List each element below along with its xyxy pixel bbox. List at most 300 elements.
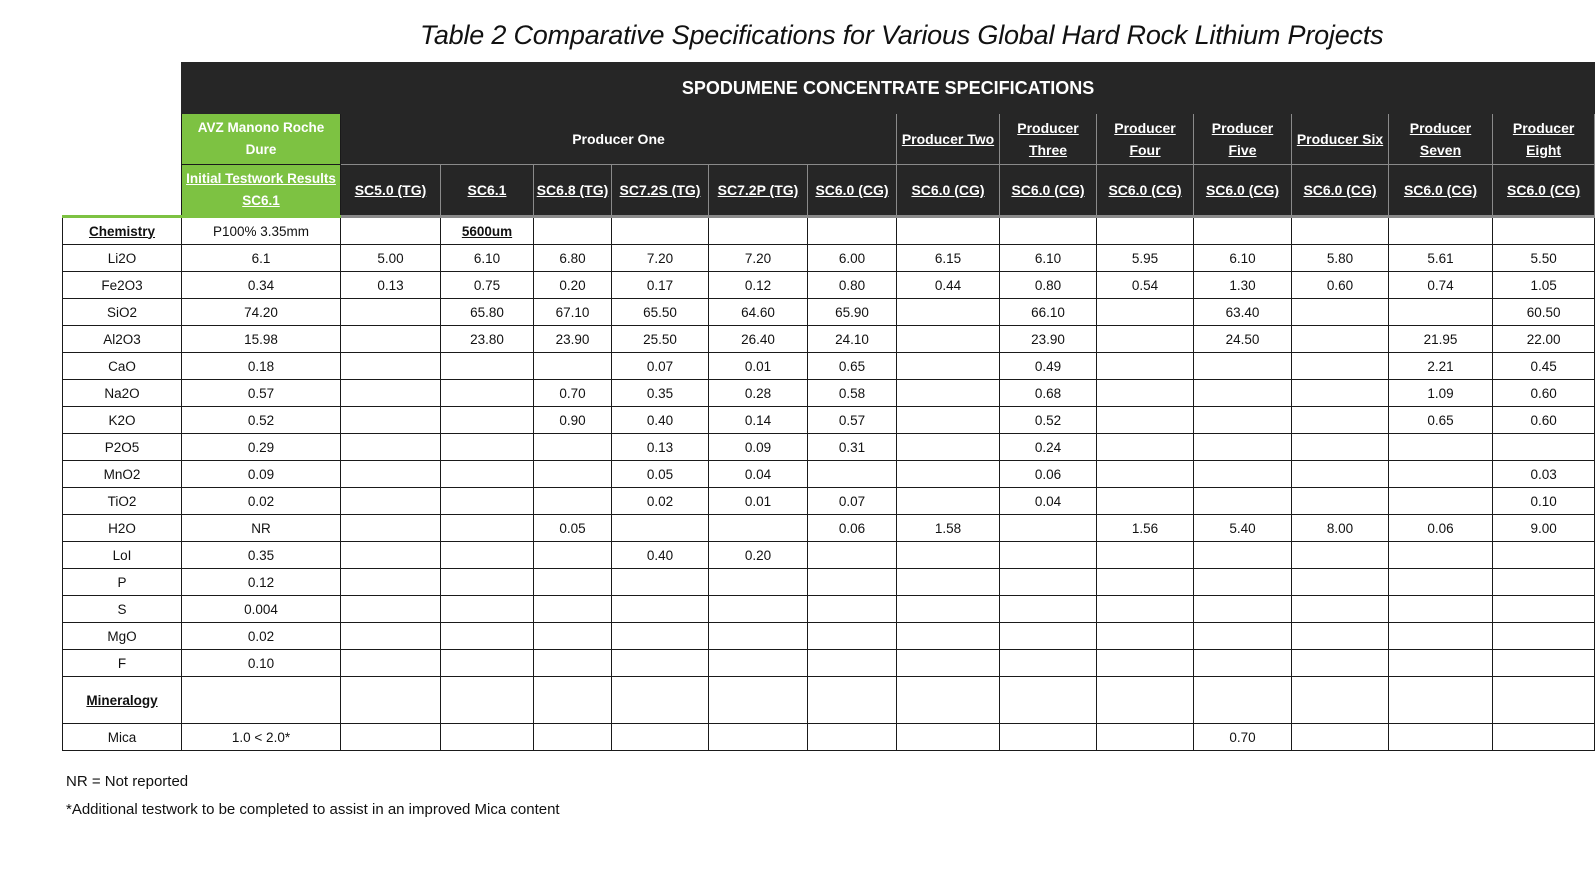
table-cell: 0.10	[1493, 488, 1595, 515]
table-cell	[1097, 677, 1194, 724]
table-cell: 0.02	[612, 488, 709, 515]
table-cell: 63.40	[1194, 299, 1292, 326]
row-label: Al2O3	[63, 326, 182, 353]
footnote-nr: NR = Not reported	[66, 773, 189, 790]
table-cell	[534, 217, 612, 245]
table-cell	[441, 515, 534, 542]
table-cell: 0.70	[534, 380, 612, 407]
producer-header: Producer Seven	[1389, 114, 1493, 165]
table-row	[63, 299, 1595, 326]
table-cell: 21.95	[1389, 326, 1493, 353]
table-cell	[1097, 542, 1194, 569]
table-cell	[441, 488, 534, 515]
avz-subheader: Initial Testwork Results SC6.1	[182, 165, 341, 217]
table-cell: 5.95	[1097, 245, 1194, 272]
table-cell: 0.18	[182, 353, 341, 380]
grade-header: SC6.0 (CG)	[1493, 165, 1595, 217]
table-cell	[341, 569, 441, 596]
table-cell	[341, 217, 441, 245]
spec-table	[62, 62, 1595, 751]
table-cell: 15.98	[182, 326, 341, 353]
table-cell	[1389, 596, 1493, 623]
table-cell: 0.58	[808, 380, 897, 407]
row-label: Fe2O3	[63, 272, 182, 299]
table-cell	[808, 461, 897, 488]
table-cell	[808, 623, 897, 650]
table-cell	[808, 724, 897, 751]
table-cell	[534, 488, 612, 515]
table-cell	[441, 569, 534, 596]
table-cell: 0.13	[612, 434, 709, 461]
table-cell	[612, 623, 709, 650]
table-cell	[709, 724, 808, 751]
table-cell: 6.00	[808, 245, 897, 272]
table-cell	[341, 407, 441, 434]
table-cell: 0.20	[709, 542, 808, 569]
table-cell: 6.1	[182, 245, 341, 272]
table-cell	[897, 650, 1000, 677]
producer-header: Producer Eight	[1493, 114, 1595, 165]
grade-header: SC5.0 (TG)	[341, 165, 441, 217]
table-cell	[612, 596, 709, 623]
table-cell	[341, 461, 441, 488]
table-cell	[534, 650, 612, 677]
table-cell	[1292, 724, 1389, 751]
table-cell: 24.50	[1194, 326, 1292, 353]
table-cell	[1097, 488, 1194, 515]
producer-one-header: Producer One	[341, 114, 897, 165]
grade-header: SC7.2P (TG)	[709, 165, 808, 217]
table-cell: 0.02	[182, 488, 341, 515]
table-cell: 0.01	[709, 353, 808, 380]
table-cell: 0.09	[709, 434, 808, 461]
main-header: SPODUMENE CONCENTRATE SPECIFICATIONS	[182, 63, 1595, 114]
table-cell: NR	[182, 515, 341, 542]
table-cell	[897, 724, 1000, 751]
table-cell: 65.50	[612, 299, 709, 326]
chemistry-row	[63, 217, 1595, 245]
table-cell	[1097, 569, 1194, 596]
table-cell	[1389, 677, 1493, 724]
table-cell: 26.40	[709, 326, 808, 353]
table-cell	[1292, 299, 1389, 326]
table-row	[63, 380, 1595, 407]
table-cell	[1097, 461, 1194, 488]
table-cell	[534, 623, 612, 650]
table-cell: 0.80	[1000, 272, 1097, 299]
table-cell: 6.80	[534, 245, 612, 272]
grade-header: SC6.0 (CG)	[1389, 165, 1493, 217]
table-cell	[1000, 677, 1097, 724]
table-cell	[441, 596, 534, 623]
table-cell	[341, 434, 441, 461]
table-cell	[897, 461, 1000, 488]
table-cell	[709, 217, 808, 245]
table-cell	[1493, 677, 1595, 724]
grade-header: SC6.8 (TG)	[534, 165, 612, 217]
table-cell: 1.09	[1389, 380, 1493, 407]
grade-header: SC7.2S (TG)	[612, 165, 709, 217]
table-cell	[1493, 217, 1595, 245]
table-cell	[1389, 542, 1493, 569]
table-cell	[1389, 217, 1493, 245]
table-cell	[441, 434, 534, 461]
table-cell	[341, 515, 441, 542]
header-row-main	[63, 63, 1595, 114]
table-cell: 0.57	[182, 380, 341, 407]
table-cell	[1292, 650, 1389, 677]
table-row	[63, 245, 1595, 272]
table-cell	[341, 623, 441, 650]
table-cell	[808, 677, 897, 724]
table-cell: 0.13	[341, 272, 441, 299]
table-cell	[1292, 623, 1389, 650]
table-cell: 0.90	[534, 407, 612, 434]
table-cell	[1493, 434, 1595, 461]
table-cell	[612, 515, 709, 542]
table-row	[63, 596, 1595, 623]
grade-header: SC6.1	[441, 165, 534, 217]
table-cell: 8.00	[1292, 515, 1389, 542]
table-cell	[897, 677, 1000, 724]
grade-header: SC6.0 (CG)	[1292, 165, 1389, 217]
table-cell	[1194, 569, 1292, 596]
table-cell: 0.12	[182, 569, 341, 596]
table-cell: 0.06	[808, 515, 897, 542]
table-row	[63, 272, 1595, 299]
table-cell	[1389, 488, 1493, 515]
table-cell	[1097, 407, 1194, 434]
footnote-mica: *Additional testwork to be completed to assist in an improved Mica content	[66, 801, 560, 818]
table-row	[63, 353, 1595, 380]
table-cell	[341, 326, 441, 353]
table-cell	[341, 596, 441, 623]
table-cell	[709, 623, 808, 650]
table-row	[63, 542, 1595, 569]
table-cell	[534, 596, 612, 623]
row-label: P2O5	[63, 434, 182, 461]
table-cell	[1000, 596, 1097, 623]
table-cell	[1292, 217, 1389, 245]
table-cell	[1389, 434, 1493, 461]
table-cell	[341, 650, 441, 677]
table-cell	[808, 542, 897, 569]
table-cell: 0.44	[897, 272, 1000, 299]
table-cell	[1000, 217, 1097, 245]
table-cell	[1493, 596, 1595, 623]
table-cell	[534, 353, 612, 380]
table-cell: 6.15	[897, 245, 1000, 272]
table-cell: 65.80	[441, 299, 534, 326]
table-cell	[1194, 677, 1292, 724]
table-cell: 2.21	[1389, 353, 1493, 380]
row-label: MgO	[63, 623, 182, 650]
table-cell: 0.74	[1389, 272, 1493, 299]
table-cell	[897, 542, 1000, 569]
table-row	[63, 488, 1595, 515]
table-cell: 6.10	[441, 245, 534, 272]
table-cell	[1194, 380, 1292, 407]
section-label-chemistry: Chemistry	[63, 217, 182, 245]
table-cell	[897, 488, 1000, 515]
table-cell: 0.60	[1292, 272, 1389, 299]
table-cell	[897, 299, 1000, 326]
table-cell	[441, 724, 534, 751]
grade-header: SC6.0 (CG)	[1000, 165, 1097, 217]
table-cell	[1000, 623, 1097, 650]
table-cell: 5600um	[441, 217, 534, 245]
table-cell: 0.35	[612, 380, 709, 407]
table-cell: 0.004	[182, 596, 341, 623]
table-cell	[808, 217, 897, 245]
table-cell	[1000, 569, 1097, 596]
table-cell: 6.10	[1194, 245, 1292, 272]
table-cell: 5.50	[1493, 245, 1595, 272]
table-cell	[1194, 650, 1292, 677]
table-row	[63, 434, 1595, 461]
table-row	[63, 623, 1595, 650]
table-cell: 0.05	[612, 461, 709, 488]
table-cell: 0.80	[808, 272, 897, 299]
table-cell: 0.52	[1000, 407, 1097, 434]
producer-header: Producer Five	[1194, 114, 1292, 165]
row-label: Mica	[63, 724, 182, 751]
table-cell: 23.90	[534, 326, 612, 353]
table-cell: 0.17	[612, 272, 709, 299]
table-cell: 1.05	[1493, 272, 1595, 299]
table-cell	[897, 434, 1000, 461]
table-cell	[1097, 353, 1194, 380]
section-label-mineralogy: Mineralogy	[63, 677, 182, 724]
table-cell	[1000, 650, 1097, 677]
table-cell: 0.07	[808, 488, 897, 515]
table-cell	[1194, 596, 1292, 623]
table-cell: 24.10	[808, 326, 897, 353]
table-cell: 0.12	[709, 272, 808, 299]
table-cell	[1097, 434, 1194, 461]
table-cell	[612, 677, 709, 724]
producer-header: Producer Four	[1097, 114, 1194, 165]
grade-header: SC6.0 (CG)	[808, 165, 897, 217]
table-cell	[341, 542, 441, 569]
table-cell	[1194, 623, 1292, 650]
corner-cell	[63, 63, 182, 114]
table-cell	[441, 380, 534, 407]
table-cell: 0.65	[808, 353, 897, 380]
table-cell	[897, 353, 1000, 380]
table-cell: 0.54	[1097, 272, 1194, 299]
table-cell	[341, 488, 441, 515]
table-cell	[1389, 724, 1493, 751]
row-label: S	[63, 596, 182, 623]
table-cell: 23.90	[1000, 326, 1097, 353]
table-cell	[341, 724, 441, 751]
table-cell	[1292, 380, 1389, 407]
table-cell	[1493, 650, 1595, 677]
table-cell: 1.0 < 2.0*	[182, 724, 341, 751]
table-cell	[1194, 434, 1292, 461]
table-cell	[612, 569, 709, 596]
table-cell	[441, 542, 534, 569]
table-cell	[1097, 724, 1194, 751]
table-row	[63, 569, 1595, 596]
table-cell	[709, 650, 808, 677]
table-cell: 1.58	[897, 515, 1000, 542]
table-cell	[897, 569, 1000, 596]
table-cell	[341, 677, 441, 724]
table-cell	[534, 434, 612, 461]
table-cell	[441, 677, 534, 724]
table-cell: 6.10	[1000, 245, 1097, 272]
table-cell	[897, 623, 1000, 650]
table-cell	[808, 650, 897, 677]
table-cell	[612, 650, 709, 677]
table-cell	[1292, 569, 1389, 596]
table-cell: 0.49	[1000, 353, 1097, 380]
table-cell	[897, 380, 1000, 407]
table-cell: 7.20	[612, 245, 709, 272]
table-cell	[441, 353, 534, 380]
table-cell: 0.52	[182, 407, 341, 434]
table-cell: 0.60	[1493, 380, 1595, 407]
table-cell: 5.80	[1292, 245, 1389, 272]
table-cell	[1000, 724, 1097, 751]
table-cell	[1194, 461, 1292, 488]
table-cell: 0.34	[182, 272, 341, 299]
table-row	[63, 407, 1595, 434]
table-cell: 0.09	[182, 461, 341, 488]
table-cell	[897, 407, 1000, 434]
table-cell: 5.61	[1389, 245, 1493, 272]
table-cell	[1194, 488, 1292, 515]
table-cell: 0.24	[1000, 434, 1097, 461]
table-cell	[612, 724, 709, 751]
corner-cell	[63, 165, 182, 217]
table-cell	[709, 515, 808, 542]
table-cell: 23.80	[441, 326, 534, 353]
table-cell	[1097, 596, 1194, 623]
table-cell	[341, 380, 441, 407]
row-label: Na2O	[63, 380, 182, 407]
table-cell	[1493, 542, 1595, 569]
table-cell: 0.45	[1493, 353, 1595, 380]
table-cell	[441, 623, 534, 650]
table-cell	[534, 569, 612, 596]
table-cell: 0.06	[1389, 515, 1493, 542]
table-cell	[1292, 326, 1389, 353]
table-cell	[1292, 407, 1389, 434]
header-row-grades	[63, 165, 1595, 217]
table-cell: 7.20	[709, 245, 808, 272]
table-cell	[897, 326, 1000, 353]
row-label: P	[63, 569, 182, 596]
table-cell	[709, 569, 808, 596]
table-cell	[341, 353, 441, 380]
table-cell	[1292, 542, 1389, 569]
table-cell	[441, 461, 534, 488]
row-label: TiO2	[63, 488, 182, 515]
table-cell	[441, 407, 534, 434]
table-cell: 22.00	[1493, 326, 1595, 353]
table-cell: 5.40	[1194, 515, 1292, 542]
table-cell	[1292, 434, 1389, 461]
table-cell: 0.05	[534, 515, 612, 542]
header-row-producers	[63, 114, 1595, 165]
table-cell	[441, 650, 534, 677]
table-row	[63, 650, 1595, 677]
table-cell: 0.29	[182, 434, 341, 461]
table-cell	[182, 677, 341, 724]
table-cell	[1194, 353, 1292, 380]
row-label: MnO2	[63, 461, 182, 488]
table-cell: 0.06	[1000, 461, 1097, 488]
table-cell	[534, 677, 612, 724]
table-cell	[1493, 569, 1595, 596]
table-cell: 0.10	[182, 650, 341, 677]
table-cell: 1.30	[1194, 272, 1292, 299]
table-cell: 0.20	[534, 272, 612, 299]
table-cell: 5.00	[341, 245, 441, 272]
table-cell	[534, 724, 612, 751]
table-cell: 0.75	[441, 272, 534, 299]
table-cell	[1292, 488, 1389, 515]
table-row	[63, 461, 1595, 488]
row-label: K2O	[63, 407, 182, 434]
table-cell: 74.20	[182, 299, 341, 326]
table-cell	[897, 217, 1000, 245]
table-cell: 0.14	[709, 407, 808, 434]
grade-header: SC6.0 (CG)	[897, 165, 1000, 217]
table-cell	[1194, 542, 1292, 569]
table-cell	[1097, 650, 1194, 677]
table-cell: 66.10	[1000, 299, 1097, 326]
table-cell	[1194, 217, 1292, 245]
table-cell	[1389, 461, 1493, 488]
table-cell: 9.00	[1493, 515, 1595, 542]
table-cell	[1097, 299, 1194, 326]
table-cell: 60.50	[1493, 299, 1595, 326]
table-row	[63, 724, 1595, 751]
table-cell	[1000, 515, 1097, 542]
table-cell	[1389, 650, 1493, 677]
table-cell: P100% 3.35mm	[182, 217, 341, 245]
table-cell	[1194, 407, 1292, 434]
table-cell	[1292, 353, 1389, 380]
table-cell: 0.02	[182, 623, 341, 650]
table-row	[63, 326, 1595, 353]
table-cell	[1493, 724, 1595, 751]
row-label: Li2O	[63, 245, 182, 272]
table-cell	[1493, 623, 1595, 650]
table-cell	[709, 677, 808, 724]
table-cell	[1097, 217, 1194, 245]
mineralogy-row	[63, 677, 1595, 724]
table-cell: 0.07	[612, 353, 709, 380]
table-cell: 0.28	[709, 380, 808, 407]
table-cell	[1097, 623, 1194, 650]
table-cell: 0.65	[1389, 407, 1493, 434]
table-cell: 0.04	[1000, 488, 1097, 515]
table-cell	[709, 596, 808, 623]
table-row	[63, 515, 1595, 542]
row-label: LoI	[63, 542, 182, 569]
table-cell: 0.01	[709, 488, 808, 515]
row-label: F	[63, 650, 182, 677]
table-cell	[1292, 677, 1389, 724]
table-cell: 25.50	[612, 326, 709, 353]
table-cell: 0.60	[1493, 407, 1595, 434]
corner-cell	[63, 114, 182, 165]
